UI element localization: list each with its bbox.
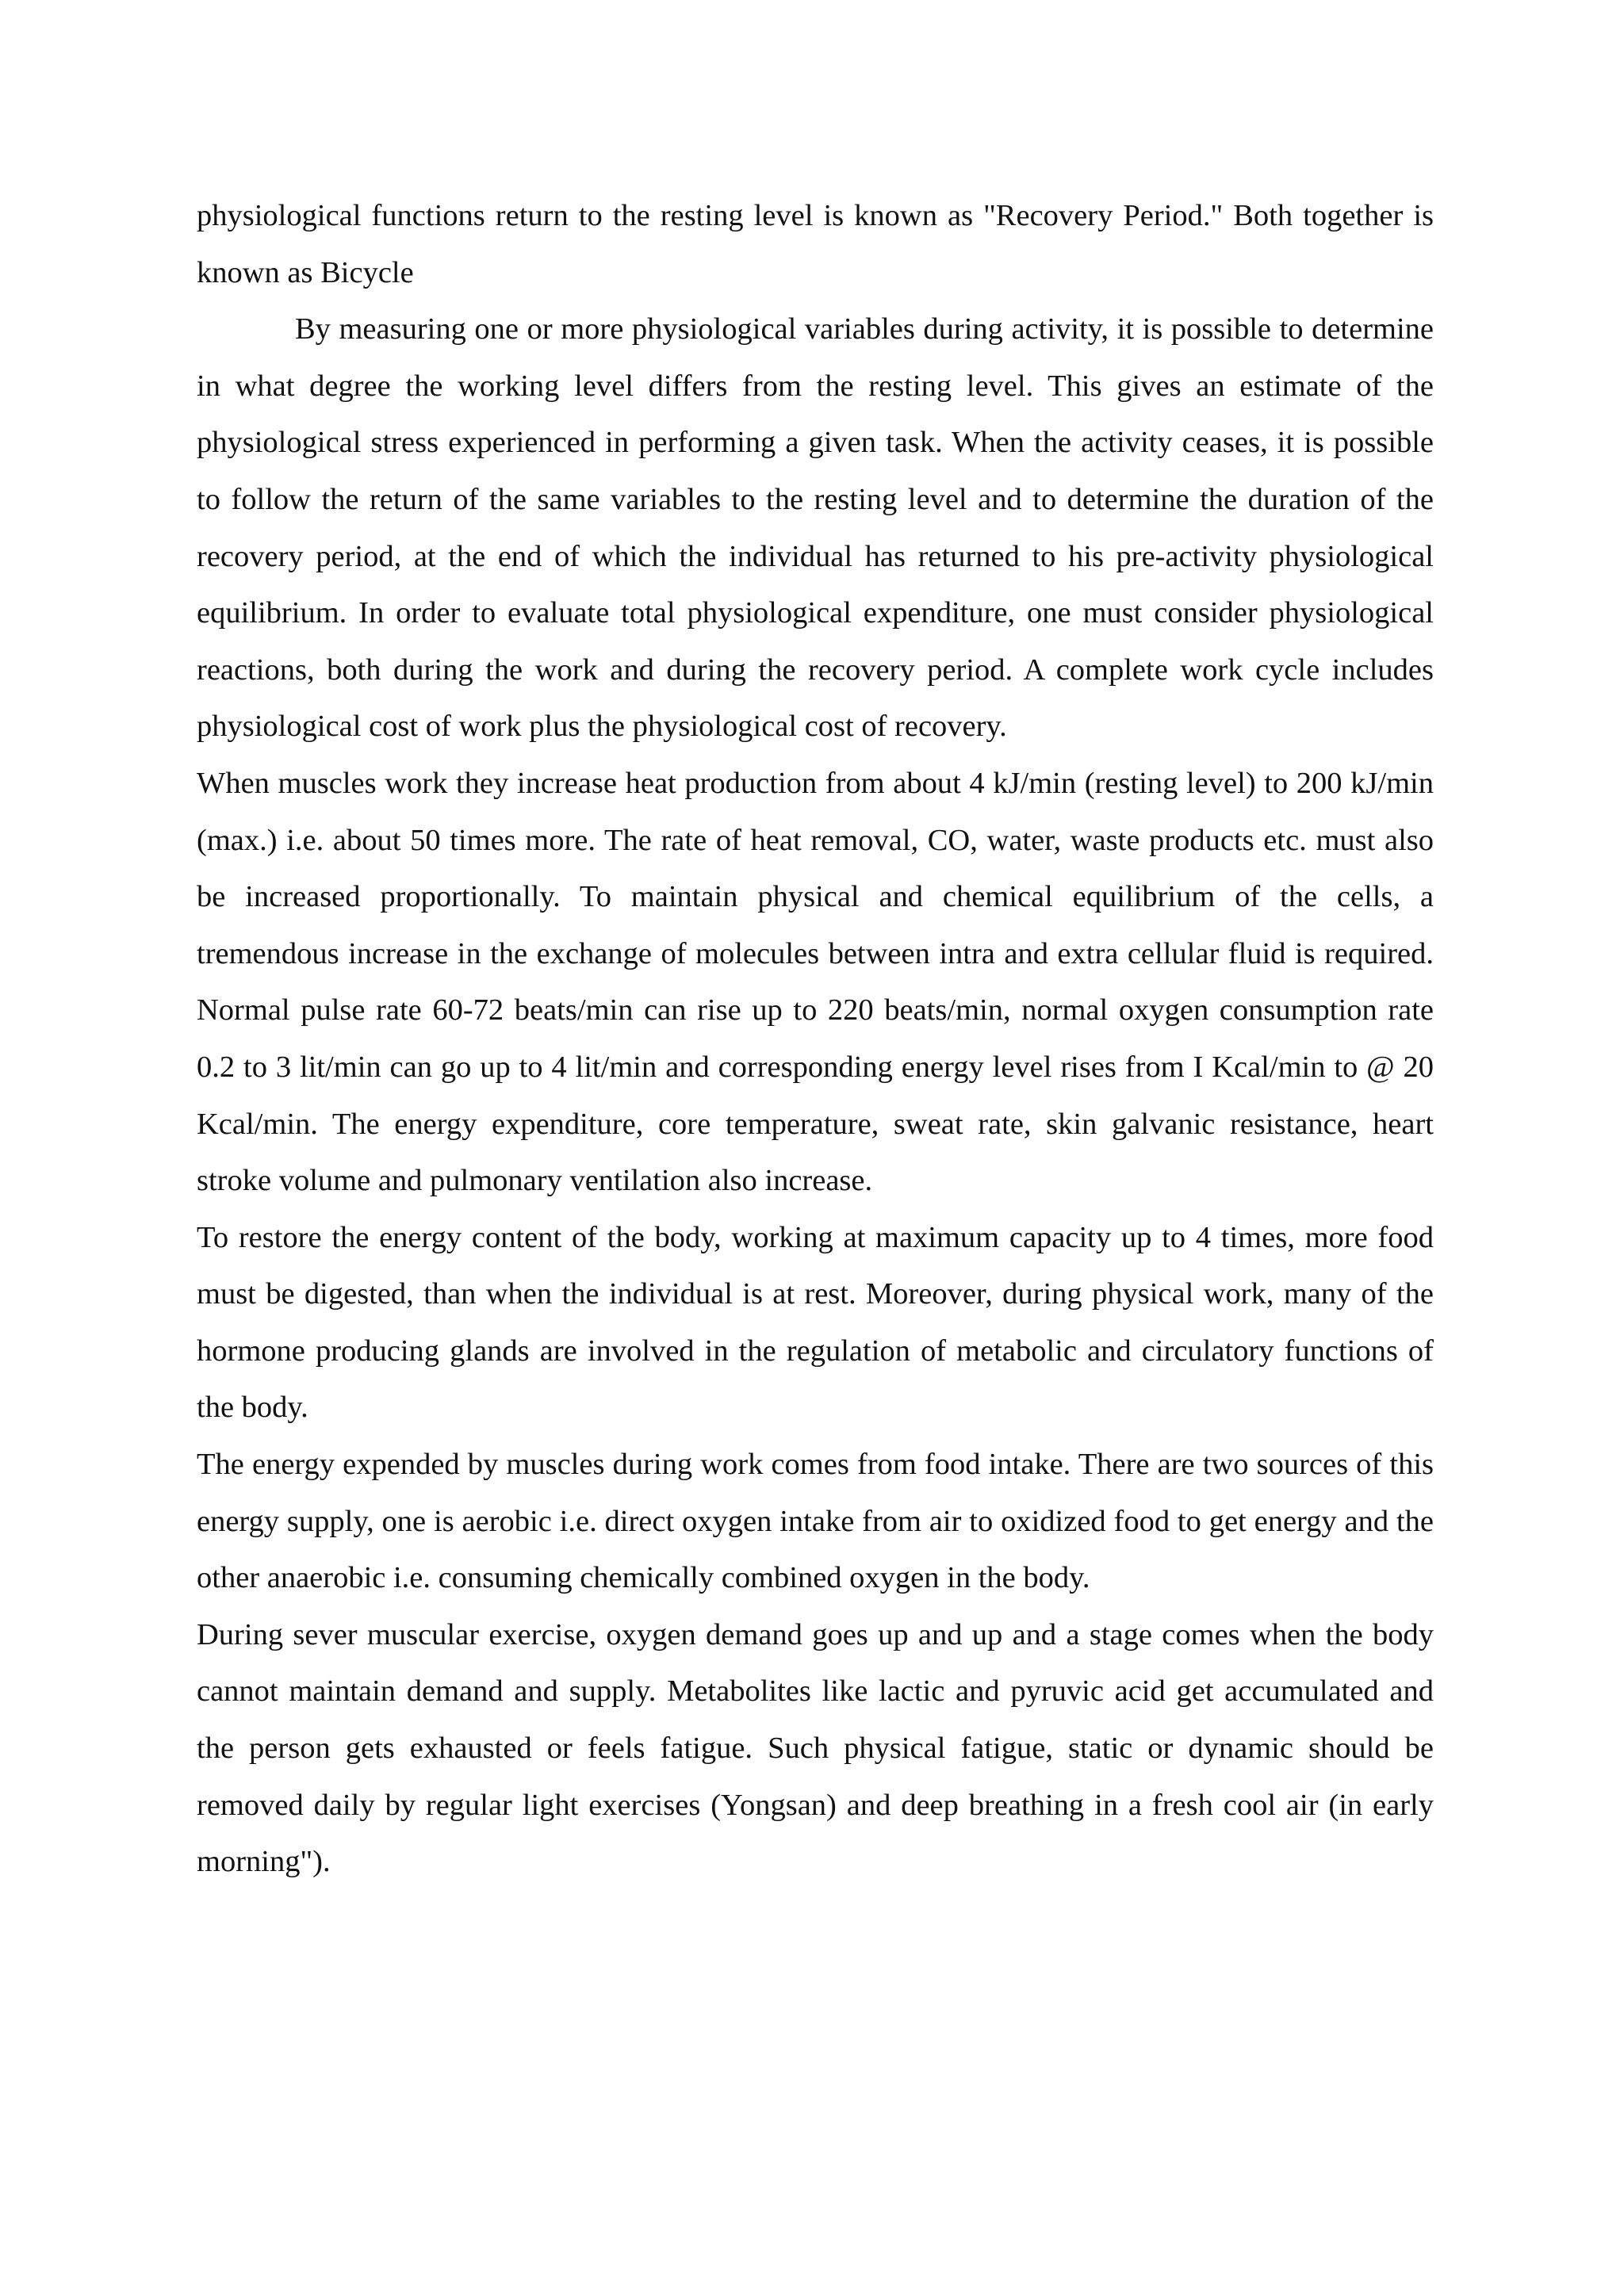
paragraph-restore-energy: To restore the energy content of the body, working at maximum capacity up to 4 times, more food must be digested, than when the individual is at rest. Moreover, during physical work, many of the hormone producing glands are involved in the regulation of metabolic and circulatory functions of the body. [197,1220,1434,1425]
body-text [197,188,1434,1891]
paragraph-energy-sources: The energy expended by muscles during work comes from food intake. There are two sources of this energy supply, one is aerobic i.e. direct oxygen intake from air to oxidized food to get energy and the other anaerobic i.e. consuming chemically combined oxygen in the body. [197,1448,1434,1595]
paragraph-fatigue: During sever muscular exercise, oxygen demand goes up and up and a stage comes when the body cannot maintain demand and supply. Metabolites like lactic and pyruvic acid get accumulated and the person gets exhausted or feels fatigue. Such physical fatigue, static or dynamic should be removed daily by regular light exercises (Yongsan) and deep breathing in a fresh cool air (in early morning"). [197,1617,1434,1879]
paragraph-recovery-period: physiological functions return to the resting level is known as "Recovery Period." Both together is known as Bicycle [197,199,1434,289]
paragraph-muscle-heat-production: When muscles work they increase heat production from about 4 kJ/min (resting level) to 200 kJ/min (max.) i.e. about 50 times more. The rate of heat removal, CO, water, waste products etc. must also be increased proportionally. To maintain physical and chemical equilibrium of the cells, a tremendous increase in the exchange of molecules between intra and extra cellular fluid is required. Normal pulse rate 60-72 beats/min can rise up to 220 beats/min, normal oxygen consumption rate 0.2 to 3 lit/min can go up to 4 lit/min and corresponding energy level rises from I Kcal/min to @ 20 Kcal/min. The energy expenditure, core temperature, sweat rate, skin galvanic resistance, heart stroke volume and pulmonary ventilation also increase. [197,766,1434,1198]
paragraph-measuring-variables: By measuring one or more physiological variables during activity, it is possible to determine in what degree the working level differs from the resting level. This gives an estimate of the physiological stress experienced in performing a given task. When the activity ceases, it is possible to follow the return of the same variables to the resting level and to determine the duration of the recovery period, at the end of which the individual has returned to his pre-activity physiological equilibrium. In order to evaluate total physiological expenditure, one must consider physiological reactions, both during the work and during the recovery period. A complete work cycle includes physiological cost of work plus the physiological cost of recovery. [197,312,1434,744]
